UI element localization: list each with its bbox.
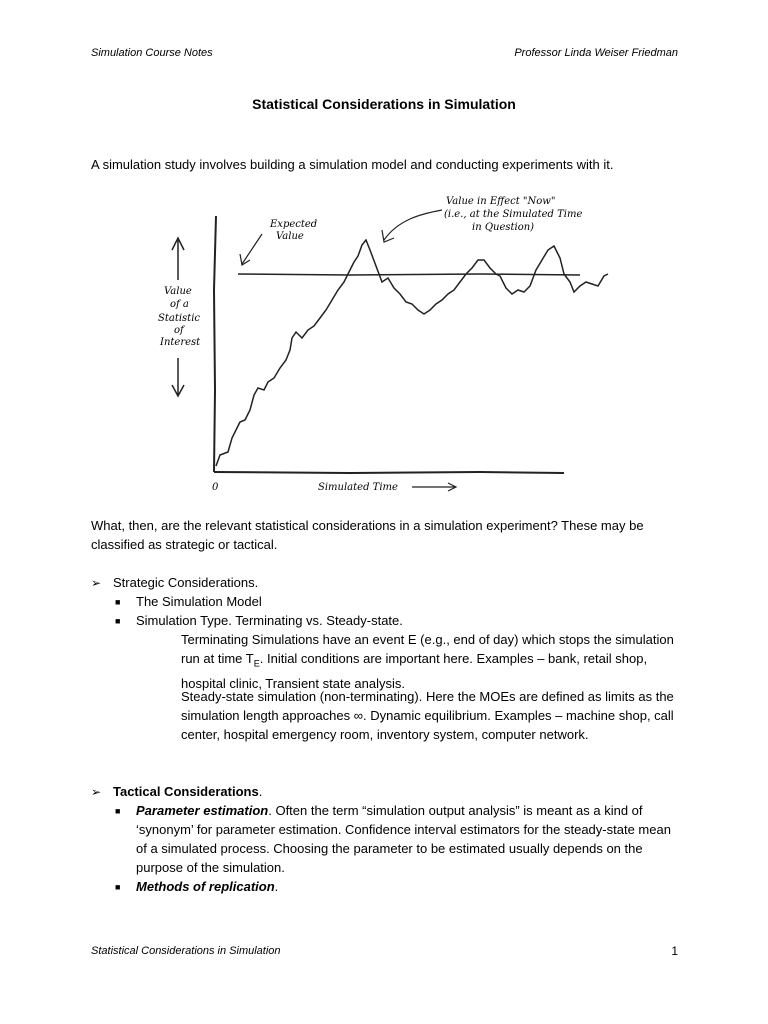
y-axis-label-line2: of a — [170, 299, 189, 310]
y-axis-label-line4: of — [174, 325, 184, 336]
question-paragraph: What, then, are the relevant statistical considerations in a simulation experiment? These may be classified as strategic or tactical. — [91, 518, 644, 552]
page-number: 1 — [671, 944, 678, 958]
down-arrow-icon — [172, 358, 184, 396]
expected-label-line1: Expected — [270, 219, 318, 230]
square-bullet-icon: ■ — [115, 806, 121, 816]
list-item: ■ Methods of replication. — [115, 877, 690, 897]
list-item: ■ The Simulation Model — [115, 592, 690, 612]
y-axis-label-line5: Interest — [160, 337, 201, 348]
now-pointer-arrow — [382, 210, 442, 242]
square-bullet-icon: ■ — [115, 597, 121, 607]
arrowhead-bullet-icon: ➢ — [91, 576, 102, 590]
square-bullet-icon: ■ — [115, 882, 121, 892]
parameter-estimation-paragraph: Parameter estimation. Often the term “simulation output analysis” is meant as a kind of ‘synonym’ for parameter estimation. Confidence interval estimators for the steady-state mean of a simulated process. Choosing the parameter to be estimated usually depends on the purpose of the simulation. — [136, 803, 671, 875]
up-arrow-icon — [172, 238, 184, 280]
footer-title: Statistical Considerations in Simulation — [91, 945, 281, 957]
strategic-heading — [91, 573, 258, 593]
expected-value-line — [238, 274, 580, 275]
header-left: Simulation Course Notes — [91, 47, 213, 59]
expected-pointer-arrow — [240, 234, 262, 265]
y-axis-label-line1: Value — [164, 286, 192, 297]
right-arrow-icon — [412, 483, 456, 491]
y-axis — [214, 216, 216, 472]
header-right: Professor Linda Weiser Friedman — [514, 47, 678, 59]
square-bullet-icon: ■ — [115, 616, 121, 626]
x-axis-label: Simulated Time — [318, 482, 398, 493]
y-axis-label-line3: Statistic — [158, 313, 200, 324]
now-label-line1: Value in Effect "Now" — [446, 196, 556, 207]
intro-paragraph: A simulation study involves building a simulation model and conducting experiments with it. — [91, 157, 614, 172]
steady-state-paragraph: Steady-state simulation (non-terminating). Here the MOEs are defined as limits as the simulation length approaches ∞. Dynamic equilibrium. Examples – machine shop, call center, hospital emergency room, inventory system, computer network. — [181, 689, 674, 742]
terminating-paragraph: Terminating Simulations have an event E (e.g., end of day) which stops the simulation run at time $T_E$. Initial conditions are important here. Examples – bank, retail shop, hospital clinic, Transient state analysis. — [181, 632, 674, 691]
list-item: ■ Simulation Type. Terminating vs. Steady-state. — [115, 611, 690, 631]
now-label-line2: (i.e., at the Simulated Time — [444, 209, 583, 220]
arrowhead-bullet-icon: ➢ — [91, 785, 102, 799]
expected-label-line2: Value — [276, 231, 304, 242]
origin-label: 0 — [212, 482, 219, 493]
page-title: Statistical Considerations in Simulation — [252, 96, 516, 112]
simulation-figure — [150, 190, 620, 500]
x-axis — [214, 472, 564, 473]
tactical-heading: ➢ Tactical Considerations. — [91, 782, 262, 802]
tactical-heading-text: Tactical Considerations — [113, 784, 259, 799]
now-label-line3: in Question) — [472, 222, 535, 233]
strategic-heading-text: Strategic Considerations. — [113, 575, 259, 590]
